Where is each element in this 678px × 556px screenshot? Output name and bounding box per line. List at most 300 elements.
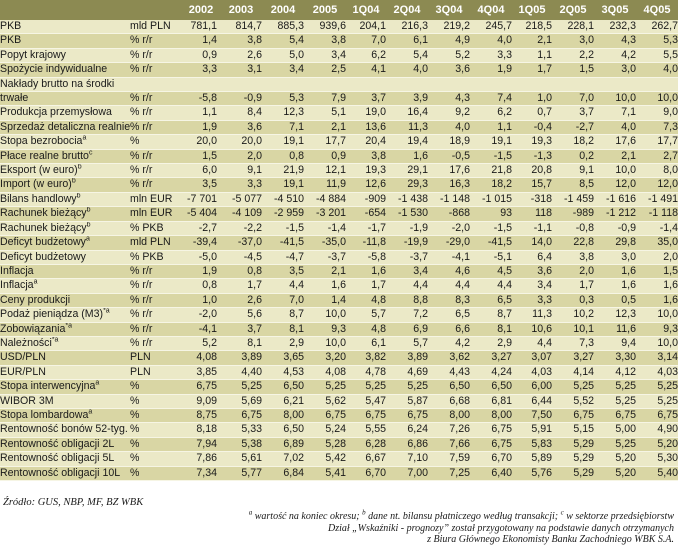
value-cell: 5,4	[386, 48, 428, 62]
value-cell: 19,4	[386, 135, 428, 149]
value-cell: 5,25	[346, 380, 386, 394]
value-cell: 5,2	[428, 48, 470, 62]
value-cell: 5,7	[346, 308, 386, 322]
table-row	[0, 135, 678, 149]
value-cell: 6,81	[470, 394, 512, 408]
row-label	[0, 77, 130, 91]
value-cell: 5,83	[512, 437, 552, 451]
value-cell: 5,42	[304, 452, 346, 466]
value-cell: 5,00	[594, 423, 636, 437]
value-cell: 8,5	[552, 178, 594, 192]
value-cell: 3,89	[386, 351, 428, 365]
table-row	[0, 149, 678, 163]
value-cell: 5,25	[594, 380, 636, 394]
value-cell: 4,3	[594, 34, 636, 48]
value-cell: 6,28	[346, 437, 386, 451]
value-cell: 5,1	[304, 106, 346, 120]
value-cell: 6,40	[470, 466, 512, 480]
value-cell: 4,2	[428, 336, 470, 350]
value-cell: 6,70	[470, 452, 512, 466]
row-unit: % r/r	[130, 48, 182, 62]
value-cell: -1,9	[386, 221, 428, 235]
value-cell: 7,26	[428, 423, 470, 437]
value-cell: 10,0	[304, 336, 346, 350]
value-cell: -1,5	[470, 149, 512, 163]
row-label-text: Stopa interwencyjna	[0, 380, 96, 393]
value-cell	[594, 77, 636, 91]
value-cell: 5,91	[512, 423, 552, 437]
value-cell: 6,4	[512, 250, 552, 264]
value-cell: 19,1	[470, 135, 512, 149]
column-header: 2Q05	[552, 0, 594, 20]
value-cell: 4,12	[594, 365, 636, 379]
row-label	[0, 106, 130, 120]
value-cell: 29,3	[386, 178, 428, 192]
row-label	[0, 466, 130, 480]
row-label-text: Inflacja	[0, 279, 34, 292]
value-cell: 3,62	[428, 351, 470, 365]
value-cell: 2,1	[512, 34, 552, 48]
value-cell: -5,8	[346, 250, 386, 264]
value-cell: 5,89	[512, 452, 552, 466]
value-cell: 9,1	[220, 164, 262, 178]
value-cell: 1,5	[552, 63, 594, 77]
value-cell: -909	[346, 192, 386, 206]
value-cell: 6,75	[552, 408, 594, 422]
value-cell: 6,68	[428, 394, 470, 408]
value-cell: 1,6	[636, 293, 678, 307]
value-cell: 5,25	[220, 380, 262, 394]
value-cell: 10,0	[594, 164, 636, 178]
value-cell: 6,1	[386, 34, 428, 48]
value-cell: -7 701	[182, 192, 220, 206]
table-row	[0, 365, 678, 379]
row-label-text: Rentowność obligacji 5L	[0, 452, 115, 465]
footnote-b-mark: b	[362, 508, 366, 517]
value-cell: 5,2	[182, 336, 220, 350]
table-row	[0, 293, 678, 307]
value-cell: 4,0	[386, 63, 428, 77]
value-cell: 19,1	[262, 178, 304, 192]
row-unit: %	[130, 135, 182, 149]
value-cell	[470, 77, 512, 91]
value-cell: 18,2	[470, 178, 512, 192]
value-cell	[512, 77, 552, 91]
value-cell: 10,0	[304, 308, 346, 322]
value-cell: -1 459	[552, 192, 594, 206]
value-cell: -4,5	[220, 250, 262, 264]
value-cell: 1,7	[552, 279, 594, 293]
value-cell: 5,24	[304, 423, 346, 437]
value-cell: 7,4	[470, 92, 512, 106]
value-cell: 5,29	[552, 452, 594, 466]
value-cell: 12,3	[262, 106, 304, 120]
value-cell: 6,75	[346, 408, 386, 422]
value-cell: 0,8	[262, 149, 304, 163]
value-cell: 5,61	[220, 452, 262, 466]
value-cell: 3,14	[636, 351, 678, 365]
value-cell: 2,2	[552, 48, 594, 62]
footnote-marker: b	[71, 177, 76, 185]
column-header: 2003	[220, 0, 262, 20]
row-label	[0, 437, 130, 451]
value-cell: 6,84	[262, 466, 304, 480]
value-cell: -4 109	[220, 207, 262, 221]
value-cell: 9,4	[594, 336, 636, 350]
value-cell: 3,4	[262, 63, 304, 77]
value-cell: 118	[512, 207, 552, 221]
row-label	[0, 120, 130, 134]
value-cell: 216,3	[386, 20, 428, 34]
value-cell: -39,4	[182, 236, 220, 250]
value-cell: -868	[428, 207, 470, 221]
value-cell: 3,82	[346, 351, 386, 365]
value-cell: 3,8	[304, 34, 346, 48]
value-cell: -1 118	[636, 207, 678, 221]
column-header: 2004	[262, 0, 304, 20]
value-cell: 2,1	[304, 120, 346, 134]
value-cell: 8,1	[262, 322, 304, 336]
table-row	[0, 63, 678, 77]
column-header: 3Q04	[428, 0, 470, 20]
value-cell: 6,21	[262, 394, 304, 408]
column-header: 2005	[304, 0, 346, 20]
value-cell: 5,30	[636, 452, 678, 466]
row-label-text: Należności	[0, 336, 52, 349]
value-cell: 1,6	[386, 149, 428, 163]
row-label	[0, 92, 130, 106]
value-cell: -989	[552, 207, 594, 221]
value-cell	[220, 77, 262, 91]
row-label	[0, 351, 130, 365]
value-cell: 7,86	[182, 452, 220, 466]
value-cell: 12,6	[346, 178, 386, 192]
value-cell: 1,6	[594, 279, 636, 293]
value-cell: 814,7	[220, 20, 262, 34]
value-cell: 3,85	[182, 365, 220, 379]
row-unit: PLN	[130, 365, 182, 379]
row-label-text: Import (w euro)	[0, 178, 72, 191]
value-cell: 4,0	[470, 34, 512, 48]
row-unit: % r/r	[130, 178, 182, 192]
value-cell: 6,44	[512, 394, 552, 408]
value-cell: 4,8	[346, 293, 386, 307]
value-cell: 219,2	[428, 20, 470, 34]
value-cell: 6,1	[346, 336, 386, 350]
column-header: 2Q04	[386, 0, 428, 20]
value-cell: 19,3	[512, 135, 552, 149]
value-cell: 17,6	[428, 164, 470, 178]
value-cell: -5,1	[470, 250, 512, 264]
value-cell: 3,27	[552, 351, 594, 365]
value-cell: 10,0	[636, 308, 678, 322]
value-cell: 4,43	[428, 365, 470, 379]
value-cell: 0,3	[552, 293, 594, 307]
row-label	[0, 135, 130, 149]
value-cell: 5,29	[552, 437, 594, 451]
row-label-text: Deficyt budżetowy	[0, 250, 86, 263]
value-cell: 228,1	[552, 20, 594, 34]
value-cell: 1,5	[636, 264, 678, 278]
value-cell: -1,7	[346, 221, 386, 235]
row-label	[0, 365, 130, 379]
footnote-marker: b	[76, 192, 81, 200]
row-label-text: Sprzedaż detaliczna realnie	[0, 120, 130, 133]
value-cell: -1 148	[428, 192, 470, 206]
table-row	[0, 92, 678, 106]
value-cell	[304, 77, 346, 91]
row-label-text: PKB	[0, 20, 22, 32]
column-header: 4Q05	[636, 0, 678, 20]
row-label-text: Stopa lombardowa	[0, 408, 89, 421]
value-cell: 5,25	[636, 394, 678, 408]
value-cell: -1,3	[512, 149, 552, 163]
value-cell: 4,90	[636, 423, 678, 437]
value-cell: -3,7	[386, 250, 428, 264]
value-cell: 7,3	[636, 120, 678, 134]
value-cell: -5,8	[182, 92, 220, 106]
value-cell: 2,1	[594, 149, 636, 163]
footnote-marker: *a	[65, 322, 72, 329]
row-unit: %	[130, 423, 182, 437]
row-unit: %	[130, 452, 182, 466]
value-cell: -11,8	[346, 236, 386, 250]
row-label	[0, 408, 130, 422]
value-cell: -1,4	[304, 221, 346, 235]
value-cell: 3,4	[512, 279, 552, 293]
value-cell: 5,3	[636, 34, 678, 48]
row-label	[0, 48, 130, 62]
value-cell: 7,2	[386, 308, 428, 322]
value-cell: 3,9	[386, 92, 428, 106]
table-row	[0, 77, 678, 91]
row-label	[0, 394, 130, 408]
value-cell: 4,2	[594, 48, 636, 62]
value-cell: -1 491	[636, 192, 678, 206]
row-unit: % r/r	[130, 336, 182, 350]
table-row	[0, 351, 678, 365]
value-cell: 3,8	[552, 250, 594, 264]
footnote-marker: a	[85, 235, 90, 243]
value-cell: 11,3	[512, 308, 552, 322]
value-cell: 3,20	[304, 351, 346, 365]
row-unit	[130, 77, 182, 91]
value-cell: 1,6	[304, 279, 346, 293]
value-cell: 7,1	[594, 106, 636, 120]
value-cell: 1,9	[182, 264, 220, 278]
header-unit-cell	[130, 0, 182, 20]
row-label	[0, 34, 130, 48]
value-cell: 8,3	[428, 293, 470, 307]
value-cell: 218,5	[512, 20, 552, 34]
footnote-marker: a	[82, 134, 87, 142]
value-cell: 17,7	[636, 135, 678, 149]
table-row	[0, 308, 678, 322]
row-label-text: Rentowność obligacji 2L	[0, 437, 115, 450]
value-cell: 3,7	[220, 322, 262, 336]
row-label-text: Bilans handlowy	[0, 192, 77, 205]
footnote-marker: b	[86, 206, 91, 214]
value-cell: -19,9	[386, 236, 428, 250]
footnote-line-1	[248, 508, 674, 523]
value-cell: 7,00	[386, 466, 428, 480]
value-cell: 19,1	[262, 135, 304, 149]
value-cell: 7,50	[512, 408, 552, 422]
value-cell: 4,9	[428, 34, 470, 48]
row-unit: %	[130, 437, 182, 451]
row-label	[0, 322, 130, 336]
value-cell: -5,0	[182, 250, 220, 264]
row-label-text: Spożycie indywidualne	[0, 63, 108, 76]
value-cell: 1,6	[346, 264, 386, 278]
table-row	[0, 394, 678, 408]
value-cell	[428, 77, 470, 91]
value-cell: 3,89	[220, 351, 262, 365]
row-label	[0, 221, 130, 235]
footnote-b: dane nt. bilansu płatniczego według transakcji;	[365, 511, 561, 522]
table-row	[0, 264, 678, 278]
value-cell: 20,4	[346, 135, 386, 149]
value-cell: -2,0	[428, 221, 470, 235]
table-row	[0, 20, 678, 34]
row-label	[0, 164, 130, 178]
value-cell: -35,0	[304, 236, 346, 250]
row-label	[0, 20, 130, 34]
value-cell: 7,66	[428, 437, 470, 451]
value-cell: 1,6	[594, 264, 636, 278]
value-cell: 9,09	[182, 394, 220, 408]
row-label-text: trwałe	[0, 92, 29, 105]
table-row	[0, 250, 678, 264]
value-cell: 2,9	[262, 336, 304, 350]
value-cell: 4,4	[386, 279, 428, 293]
value-cell: 5,7	[386, 336, 428, 350]
value-cell: 14,0	[512, 236, 552, 250]
value-cell: 4,0	[636, 63, 678, 77]
value-cell: 5,25	[552, 380, 594, 394]
value-cell: 2,7	[636, 149, 678, 163]
row-label	[0, 423, 130, 437]
value-cell: 3,5	[262, 264, 304, 278]
value-cell: 8,18	[182, 423, 220, 437]
value-cell: 204,1	[346, 20, 386, 34]
value-cell: 4,08	[182, 351, 220, 365]
value-cell: 8,00	[428, 408, 470, 422]
value-cell: 5,5	[636, 48, 678, 62]
value-cell: 20,8	[512, 164, 552, 178]
row-label-text: Rentowność obligacji 10L	[0, 466, 121, 479]
value-cell: -5 404	[182, 207, 220, 221]
source-note: Źródło: GUS, NBP, MF, BZ WBK	[3, 497, 144, 508]
value-cell: 5,33	[220, 423, 262, 437]
value-cell: 21,8	[470, 164, 512, 178]
value-cell: 1,1	[470, 120, 512, 134]
value-cell: 7,0	[552, 92, 594, 106]
row-label-text: USD/PLN	[0, 351, 46, 364]
value-cell: 10,2	[552, 308, 594, 322]
value-cell: 1,7	[346, 279, 386, 293]
value-cell	[346, 77, 386, 91]
table-row	[0, 164, 678, 178]
value-cell: 18,2	[552, 135, 594, 149]
footnote-a-mark: a	[248, 508, 253, 517]
row-label-text: Popyt krajowy	[0, 48, 66, 61]
row-unit: % r/r	[130, 120, 182, 134]
value-cell	[552, 77, 594, 91]
value-cell: -0,8	[552, 221, 594, 235]
table-row	[0, 437, 678, 451]
value-cell: 3,0	[552, 34, 594, 48]
value-cell: 2,0	[636, 250, 678, 264]
value-cell: 1,0	[512, 92, 552, 106]
value-cell: 5,28	[304, 437, 346, 451]
value-cell: -2,0	[182, 308, 220, 322]
value-cell: 18,9	[428, 135, 470, 149]
value-cell: 7,0	[346, 34, 386, 48]
table-row	[0, 48, 678, 62]
value-cell: -41,5	[262, 236, 304, 250]
table-row	[0, 106, 678, 120]
footnote-c: w sektorze przedsiębiorstw	[563, 511, 674, 522]
row-label-text: Produkcja przemysłowa	[0, 106, 112, 119]
row-label-text: Zobowiązania	[0, 322, 66, 335]
row-label	[0, 452, 130, 466]
value-cell: -4,7	[262, 250, 304, 264]
value-cell: 8,1	[470, 322, 512, 336]
value-cell: 5,87	[386, 394, 428, 408]
row-unit: mln EUR	[130, 192, 182, 206]
value-cell: 5,3	[262, 92, 304, 106]
value-cell: 6,2	[470, 106, 512, 120]
value-cell: 10,0	[636, 92, 678, 106]
row-label-text: Ceny produkcji	[0, 293, 71, 306]
row-label	[0, 293, 130, 307]
value-cell: 8,0	[636, 164, 678, 178]
value-cell: 6,50	[470, 380, 512, 394]
table-row	[0, 380, 678, 394]
footnote-c-mark: c	[560, 508, 564, 517]
footnote-line-2: Dział „Wskaźniki - prognozy” został przygotowany na podstawie danych otrzymanych	[327, 522, 674, 534]
row-label	[0, 207, 130, 221]
value-cell: 4,0	[594, 120, 636, 134]
value-cell: -1 616	[594, 192, 636, 206]
value-cell: -1,4	[636, 221, 678, 235]
value-cell: 10,0	[594, 92, 636, 106]
value-cell: 9,1	[552, 164, 594, 178]
row-label	[0, 250, 130, 264]
column-header: 1Q05	[512, 0, 552, 20]
value-cell: 2,0	[552, 264, 594, 278]
row-label-text: Deficyt budżetowy	[0, 236, 86, 249]
value-cell: 1,7	[512, 63, 552, 77]
value-cell: -318	[512, 192, 552, 206]
value-cell: 0,2	[552, 149, 594, 163]
value-cell: -0,9	[220, 92, 262, 106]
row-unit: mld PLN	[130, 236, 182, 250]
value-cell: 7,02	[262, 452, 304, 466]
value-cell: 10,6	[512, 322, 552, 336]
value-cell: 0,8	[182, 279, 220, 293]
value-cell: -4,1	[182, 322, 220, 336]
value-cell: 2,6	[220, 48, 262, 62]
value-cell: 3,4	[304, 48, 346, 62]
row-unit: %	[130, 408, 182, 422]
value-cell: -0,9	[594, 221, 636, 235]
value-cell: 0,9	[304, 149, 346, 163]
value-cell: 4,5	[470, 264, 512, 278]
value-cell: 3,3	[512, 293, 552, 307]
value-cell: 21,9	[262, 164, 304, 178]
